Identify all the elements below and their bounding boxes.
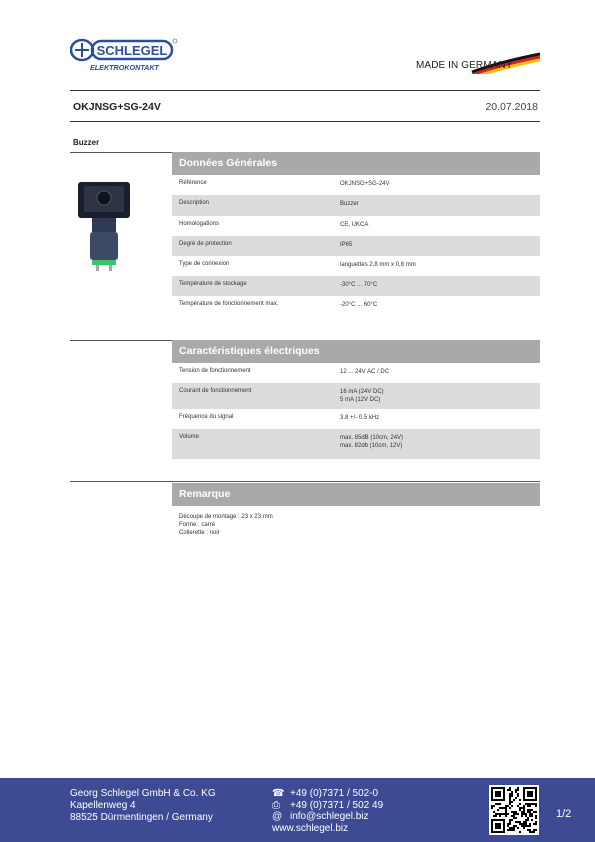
spec-row	[172, 216, 540, 236]
footer	[0, 778, 595, 842]
spec-row	[172, 175, 540, 195]
qr-code	[489, 785, 539, 835]
remark-line: Collerette : noir	[179, 530, 220, 536]
remark-line: Forme : carré	[179, 522, 216, 528]
spec-label: Température de stockage	[179, 281, 247, 287]
spec-row	[172, 383, 540, 409]
company-street: Kapellenweg 4	[70, 800, 136, 811]
general-data-heading: Données Générales	[172, 152, 540, 175]
remark-text	[179, 513, 273, 537]
spec-value: max. 85dB (10cm, 24V) max. 82db (10cm, 12V)	[340, 435, 404, 449]
spec-row	[172, 256, 540, 276]
product-code: OKJNSG+SG-24V	[73, 101, 161, 113]
spec-value: IP65	[340, 242, 353, 248]
spec-value: 3.8 +/- 0.5 kHz	[340, 415, 380, 421]
fax-number[interactable]: +49 (0)7371 / 502 49	[290, 799, 384, 811]
spec-label: Fréquence du signal	[179, 414, 234, 420]
spec-label: Description	[179, 200, 210, 206]
product-category: Buzzer	[73, 138, 100, 147]
spec-row	[172, 429, 540, 459]
spec-row	[172, 363, 540, 383]
spec-row	[172, 236, 540, 256]
logo-text: SCHLEGEL	[96, 43, 168, 58]
product-image	[76, 180, 136, 272]
spec-label: Référence	[179, 180, 207, 186]
spec-value: OKJNSG+SG-24V	[340, 181, 390, 187]
at-icon: @	[272, 811, 283, 822]
electrical-heading: Caractéristiques électriques	[172, 340, 540, 363]
spec-row	[172, 195, 540, 216]
spec-label: Homologations	[179, 221, 220, 227]
company-city: 88525 Dürmentingen / Germany	[70, 812, 213, 823]
company-address	[70, 788, 216, 824]
spec-label: Courant de fonctionnement	[179, 388, 252, 394]
remark-line: Découpe de montage : 23 x 23 mm	[179, 514, 273, 520]
remark-heading: Remarque	[172, 483, 540, 506]
spec-label: Degré de protection	[179, 241, 232, 247]
spec-value: -30°C ... 70°C	[340, 282, 378, 288]
spec-label: Tension de fonctionnement	[179, 368, 251, 374]
email-link[interactable]: info@schlegel.biz	[290, 811, 369, 822]
fax-icon: ⎙	[272, 799, 280, 811]
spec-label: Type de connexion	[179, 261, 230, 267]
header-rule-bottom	[70, 121, 540, 122]
company-name: Georg Schlegel GmbH & Co. KG	[70, 788, 216, 799]
header-rule-top	[70, 90, 540, 91]
phone-number[interactable]: +49 (0)7371 / 502-0	[290, 788, 379, 799]
spec-value: -20°C ... 60°C	[340, 302, 378, 308]
spec-row	[172, 276, 540, 296]
spec-label: Température de fonctionnement max.	[179, 301, 279, 307]
schlegel-logo	[70, 38, 178, 74]
made-in-germany: MADE IN GERMANY	[416, 60, 513, 71]
website-link[interactable]: www.schlegel.biz	[272, 822, 349, 834]
spec-value: languettes 2,8 mm x 0,8 mm	[340, 262, 416, 268]
spec-value: 12 ... 24V AC / DC	[340, 369, 390, 375]
spec-row	[172, 409, 540, 429]
spec-row	[172, 296, 540, 316]
section-rule-remark	[70, 481, 540, 482]
document-date: 20.07.2018	[485, 101, 538, 113]
spec-value: Buzzer	[340, 201, 359, 207]
page-number: 1/2	[556, 808, 572, 820]
contact-details	[272, 788, 383, 834]
svg-text:ELEKTROKONTAKT: ELEKTROKONTAKT	[90, 63, 159, 72]
spec-value: CE, UKCA	[340, 222, 369, 228]
spec-value: 16 mA (24V DC) 5 mA (12V DC)	[340, 389, 384, 403]
spec-label: Volume	[179, 434, 200, 440]
phone-icon: ☎	[272, 788, 285, 799]
